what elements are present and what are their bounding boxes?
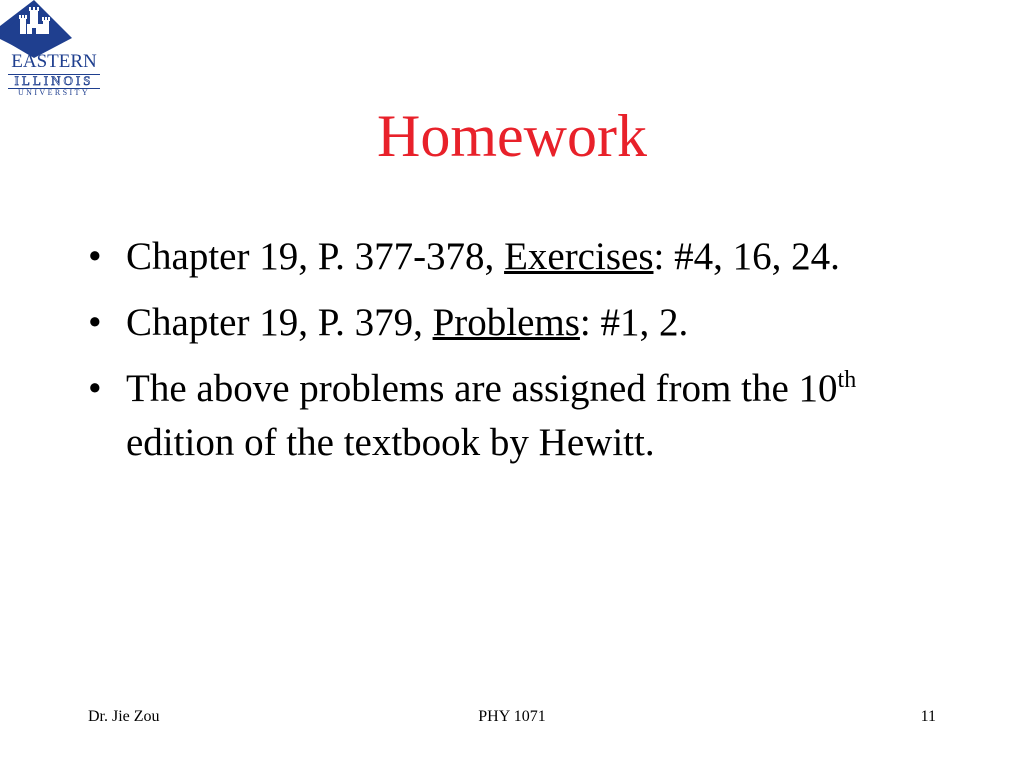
bullet-text-pre: Chapter 19, P. 379,	[126, 301, 433, 344]
bullet-item-exercises	[88, 230, 928, 284]
footer-slide-number: 11	[920, 708, 936, 725]
bullet-text-pre: Chapter 19, P. 377-378,	[126, 235, 505, 278]
superscript-th: th	[837, 367, 857, 393]
bullet-text-post: : #1, 2.	[579, 301, 689, 344]
logo-illinois-text: ILLINOIS	[14, 73, 94, 88]
problems-label: Problems	[432, 301, 580, 344]
bullet-marker: •	[88, 301, 102, 344]
footer-author: Dr. Jie Zou	[88, 708, 160, 725]
eastern-illinois-university-logo	[0, 0, 104, 104]
exercises-label: Exercises	[504, 235, 654, 278]
bullet-text-post: : #4, 16, 24.	[653, 235, 840, 278]
bullet-list	[88, 230, 928, 482]
bullet-marker: •	[88, 235, 102, 278]
bullet-item-problems	[88, 296, 928, 350]
bullet-marker: •	[88, 367, 102, 410]
footer-course: PHY 1071	[478, 708, 546, 725]
logo-eastern-text: EASTERN	[11, 51, 97, 72]
slide-title: Homework	[377, 103, 647, 169]
logo-university-text: UNIVERSITY	[18, 88, 90, 97]
bullet-text-post: edition of the textbook by Hewitt.	[126, 421, 655, 464]
bullet-text-pre: The above problems are assigned from the 10	[126, 367, 838, 410]
bullet-item-textbook-note	[88, 362, 928, 470]
